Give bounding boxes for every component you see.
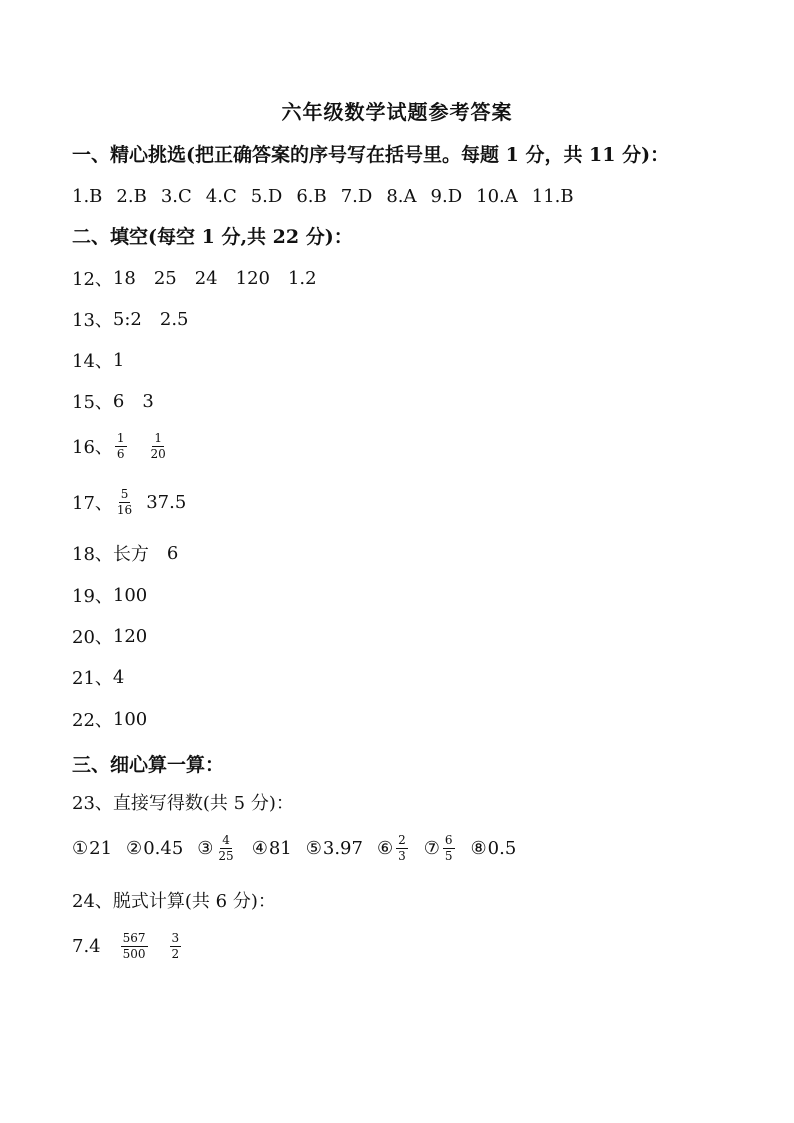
question-19-label: 19、 <box>72 586 113 607</box>
q23-item-3 <box>197 833 237 864</box>
answer-5: 5.D <box>250 185 283 207</box>
item-value: 21 <box>89 837 113 859</box>
answer-3: 3.C <box>160 185 192 207</box>
answer-4: 4.C <box>205 185 237 207</box>
question-17-label: 17、 <box>72 493 113 514</box>
section-1-answers <box>72 176 588 216</box>
question-12 <box>72 258 317 298</box>
numerator: 6 <box>444 832 453 847</box>
q23-item-1 <box>72 838 112 859</box>
item-fraction <box>443 833 455 864</box>
q23-item-2 <box>126 838 183 859</box>
numerator: 2 <box>398 832 406 847</box>
item-value: 0.5 <box>487 837 517 859</box>
question-13 <box>72 299 189 339</box>
page-title: 六年级数学试题参考答案 <box>281 100 513 124</box>
denominator: 500 <box>122 946 146 961</box>
question-15-value-1: 6 <box>112 390 125 412</box>
section-2-heading: 二、填空(每空 1 分,共 22 分)： <box>72 226 353 248</box>
answer-9: 9.D <box>430 185 463 207</box>
question-16-fraction-2 <box>149 431 168 462</box>
denominator: 3 <box>398 848 406 863</box>
numerator: 4 <box>222 832 230 847</box>
answer-6: 6.B <box>296 185 327 207</box>
question-21-label: 21、 <box>72 668 113 689</box>
question-16 <box>72 426 170 466</box>
q23-item-7 <box>424 833 457 864</box>
numerator: 3 <box>171 930 180 945</box>
question-20-label: 20、 <box>72 627 113 648</box>
item-value: 0.45 <box>143 837 184 859</box>
item-fraction <box>396 833 408 864</box>
answer-2: 2.B <box>116 185 147 207</box>
item-value: 3.97 <box>322 837 363 859</box>
section-3-heading: 三、细心算一算： <box>72 754 225 776</box>
question-24-value: 7.4 <box>72 935 101 957</box>
question-24-label: 24、脱式计算(共 6 分)： <box>72 891 276 912</box>
numerator: 5 <box>120 486 129 501</box>
denominator: 2 <box>171 946 180 961</box>
question-24-fraction-2 <box>170 931 182 962</box>
circled-number: ⑦ <box>423 837 440 859</box>
question-22 <box>72 699 147 739</box>
numerator: 1 <box>154 430 162 445</box>
question-18-value-1: 长方 <box>112 544 149 565</box>
question-18 <box>72 533 178 573</box>
question-23-label: 23、直接写得数(共 5 分)： <box>72 793 294 814</box>
question-12-value-1: 18 <box>112 267 136 289</box>
question-15 <box>72 381 154 421</box>
denominator: 20 <box>150 446 166 461</box>
question-18-value-2: 6 <box>166 542 179 564</box>
question-12-value-2: 25 <box>153 267 177 289</box>
denominator: 5 <box>444 848 453 863</box>
item-value: 81 <box>268 837 292 859</box>
question-19 <box>72 575 147 615</box>
circled-number: ② <box>126 837 143 859</box>
q23-item-4 <box>252 838 292 859</box>
question-13-value-2: 2.5 <box>159 308 189 330</box>
question-16-fraction-1 <box>115 431 127 462</box>
question-12-value-3: 24 <box>194 267 218 289</box>
question-12-label: 12、 <box>72 269 113 290</box>
answer-7: 7.D <box>340 185 373 207</box>
q23-item-6 <box>377 833 410 864</box>
numerator: 1 <box>116 430 125 445</box>
question-14 <box>72 340 124 380</box>
question-23-answers <box>72 828 530 868</box>
question-14-label: 14、 <box>72 351 113 372</box>
question-21 <box>72 657 124 697</box>
question-12-value-4: 120 <box>235 267 270 289</box>
question-19-value: 100 <box>112 584 148 606</box>
circled-number: ⑥ <box>376 837 394 859</box>
question-22-value: 100 <box>112 708 148 730</box>
question-15-label: 15、 <box>72 392 113 413</box>
question-17 <box>72 482 186 522</box>
answer-8: 8.A <box>386 185 417 207</box>
denominator: 6 <box>116 446 125 461</box>
circled-number: ① <box>72 837 89 859</box>
numerator: 567 <box>122 930 146 945</box>
circled-number: ⑤ <box>305 837 322 859</box>
circled-number: ⑧ <box>470 837 487 859</box>
question-17-value: 37.5 <box>146 491 187 513</box>
q23-item-8 <box>471 838 517 859</box>
question-24-answers <box>72 926 183 966</box>
question-20 <box>72 616 147 656</box>
question-14-value: 1 <box>112 349 125 371</box>
question-22-label: 22、 <box>72 710 113 731</box>
question-15-value-2: 3 <box>142 390 154 412</box>
denominator: 16 <box>116 502 133 517</box>
question-24-fraction-1 <box>121 931 148 962</box>
item-fraction <box>216 833 235 864</box>
denominator: 25 <box>218 848 234 863</box>
section-1-heading: 一、精心挑选(把正确答案的序号写在括号里。每题 1 分，共 11 分)： <box>72 144 670 166</box>
answer-1: 1.B <box>72 185 103 207</box>
question-13-value-1: 5:2 <box>112 308 142 330</box>
question-16-label: 16、 <box>72 437 113 458</box>
question-21-value: 4 <box>112 666 125 688</box>
answer-11: 11.B <box>531 185 574 207</box>
question-12-value-5: 1.2 <box>287 267 317 289</box>
circled-number: ③ <box>197 837 214 859</box>
question-20-value: 120 <box>112 625 148 647</box>
question-13-label: 13、 <box>72 310 113 331</box>
answer-10: 10.A <box>476 185 518 207</box>
circled-number: ④ <box>251 837 268 859</box>
q23-item-5 <box>306 838 363 859</box>
question-17-fraction <box>115 487 134 518</box>
question-18-label: 18、 <box>72 544 113 565</box>
